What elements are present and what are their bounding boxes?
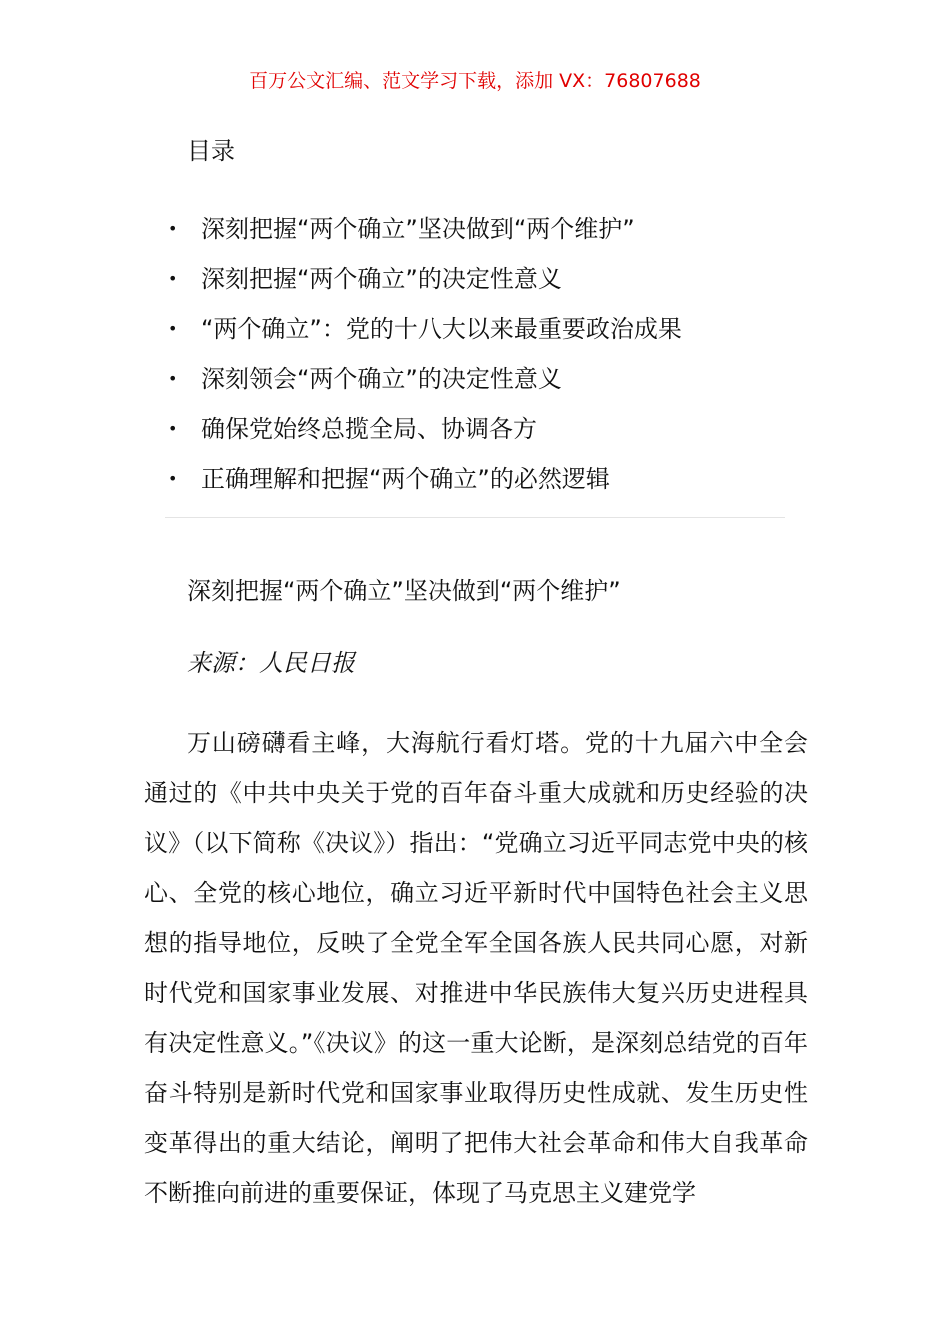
toc-title: 目录	[187, 137, 235, 165]
bullet-icon: •	[168, 269, 178, 288]
article-title: 深刻把握“两个确立”坚决做到“两个维护”	[187, 577, 621, 605]
toc-item[interactable]	[168, 304, 682, 354]
bullet-icon: •	[168, 319, 178, 338]
toc-item-label: “两个确立”：党的十八大以来最重要政治成果	[201, 315, 682, 343]
toc-list	[168, 204, 682, 504]
section-divider	[165, 517, 785, 518]
toc-item-label: 深刻把握“两个确立”的决定性意义	[201, 265, 562, 293]
bullet-icon: •	[168, 469, 178, 488]
toc-item[interactable]	[168, 204, 682, 254]
article-source: 来源：人民日报	[187, 649, 355, 677]
article-body: 万山磅礴看主峰，大海航行看灯塔。党的十九届六中全会通过的《中共中央关于党的百年奋斗重大成就和历史经验的决议》（以下简称《决议》）指出：“党确立习近平同志党中央的核心、全党的核心地位，确立习近平新时代中国特色社会主义思想的指导地位，反映了全党全军全国各族人民共同心愿，对新时代党和国家事业发展、对推进中华民族伟大复兴历史进程具有决定性意义。”《决议》的这一重大论断，是深刻总结党的百年奋斗特别是新时代党和国家事业取得历史性成就、发生历史性变革得出的重大结论，阐明了把伟大社会革命和伟大自我革命不断推向前进的重要保证，体现了马克思主义建党学	[144, 729, 808, 1207]
toc-item[interactable]	[168, 454, 682, 504]
bullet-icon: •	[168, 369, 178, 388]
toc-item-label: 深刻把握“两个确立”坚决做到“两个维护”	[201, 215, 635, 243]
bullet-icon: •	[168, 219, 178, 238]
bullet-icon: •	[168, 419, 178, 438]
toc-item-label: 正确理解和把握“两个确立”的必然逻辑	[201, 465, 610, 493]
toc-item[interactable]	[168, 354, 682, 404]
toc-item[interactable]	[168, 254, 682, 304]
header-banner: 百万公文汇编、范文学习下载，添加 VX：76807688	[249, 70, 701, 92]
toc-item[interactable]	[168, 404, 682, 454]
toc-item-label: 确保党始终总揽全局、协调各方	[201, 415, 537, 443]
toc-item-label: 深刻领会“两个确立”的决定性意义	[201, 365, 562, 393]
